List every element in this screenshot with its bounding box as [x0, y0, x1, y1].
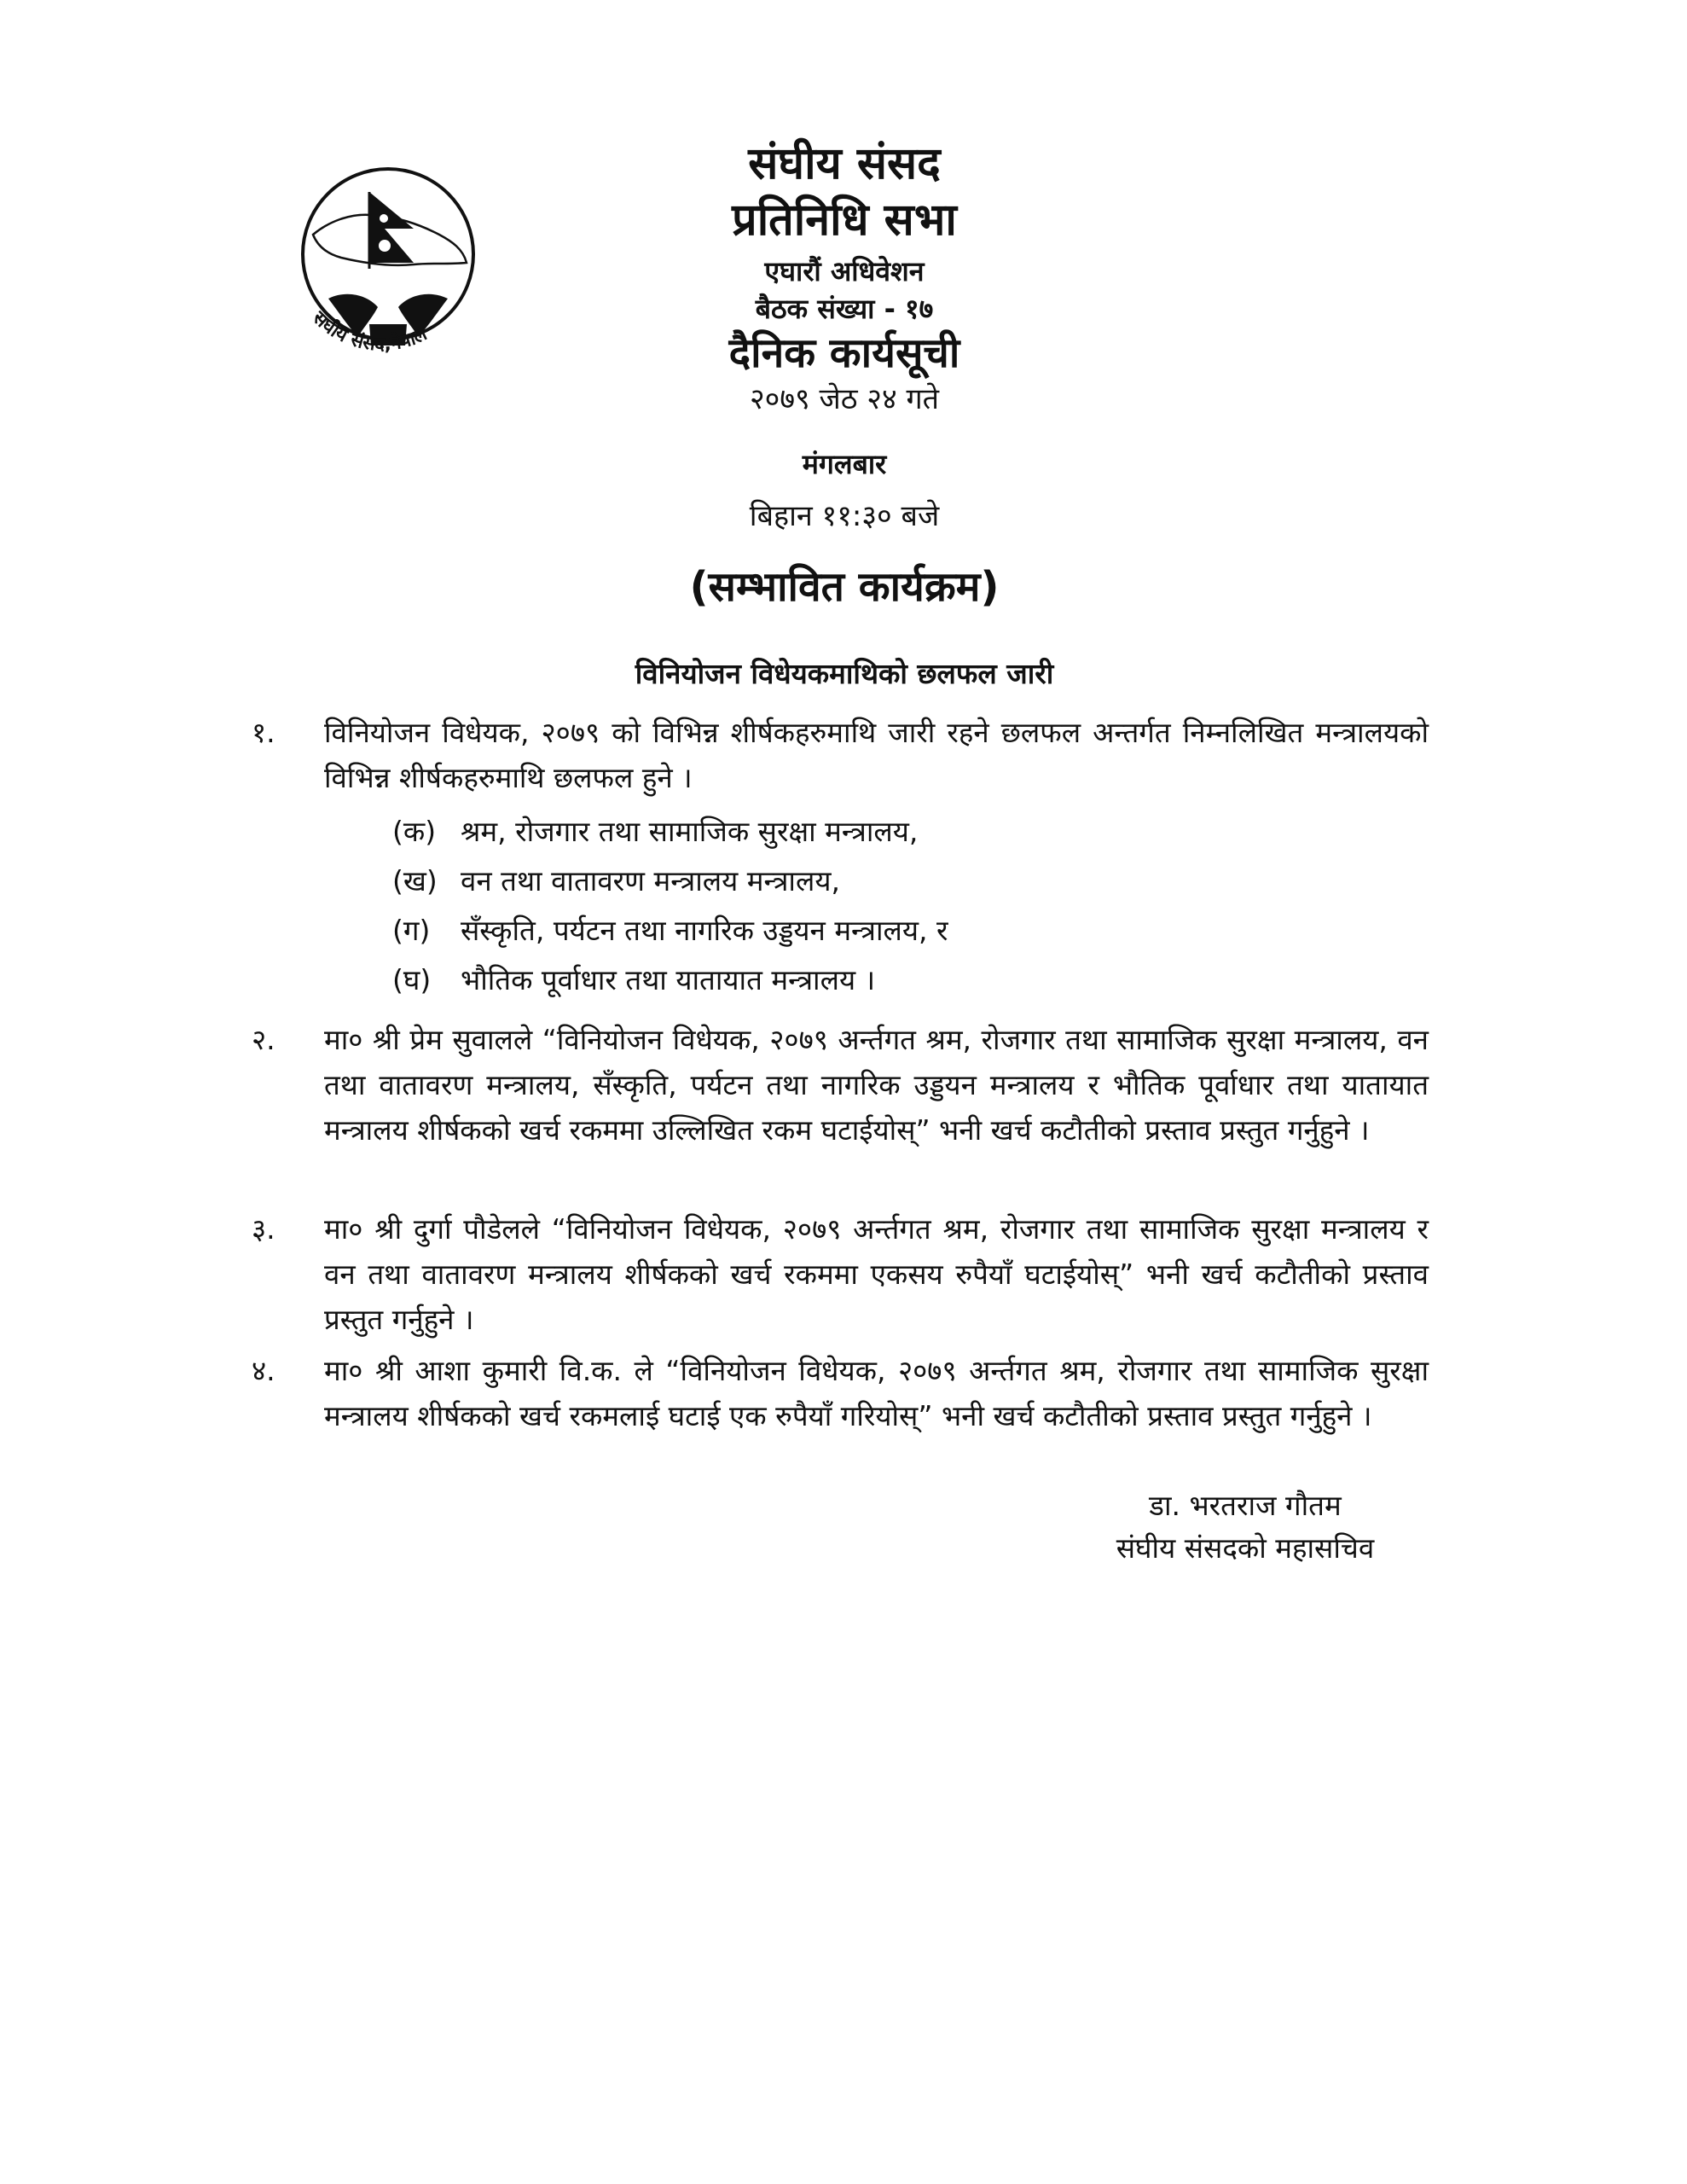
- item-text: विनियोजन विधेयक, २०७९ को विभिन्न शीर्षकहरुमाथि जारी रहने छलफल अन्तर्गत निम्नलिखित मन्त्रालयको विभिन्न शीर्षकहरुमाथि छलफल हुने ।: [324, 716, 1429, 794]
- item-number: ४.: [252, 1354, 275, 1387]
- item-text: मा० श्री आशा कुमारी वि.क. ले “विनियोजन विधेयक, २०७९ अर्न्तगत श्रम, रोजगार तथा सामाजिक सुरक्षा मन्त्रालय शीर्षकको खर्च रकमलाई घटाई एक रुपैयाँ गरियोस्” भनी खर्च कटौतीको प्रस्ताव प्रस्तुत गर्नुहुने ।: [324, 1354, 1429, 1432]
- sub-item: [392, 809, 1330, 854]
- sub-item: [392, 908, 1330, 953]
- sub-item-label: (ख): [392, 864, 438, 897]
- sub-item-label: (क): [392, 815, 437, 848]
- meeting-number: बैठक संख्या - १७: [755, 293, 934, 325]
- item-number: १.: [252, 716, 275, 749]
- item-text: मा० श्री प्रेम सुवालले “विनियोजन विधेयक, २०७९ अर्न्तगत श्रम, रोजगार तथा सामाजिक सुरक्षा मन्त्रालय, वन तथा वातावरण मन्त्रालय, सँस्कृति, पर्यटन तथा नागरिक उड्डयन मन्त्रालय र भौतिक पूर्वाधार तथा यातायात मन्त्रालय शीर्षकको खर्च रकममा उल्लिखित रकम घटाईयोस्” भनी खर्च कटौतीको प्रस्ताव प्रस्तुत गर्नुहुने ।: [324, 1023, 1429, 1147]
- meeting-time: बिहान ११:३० बजे: [749, 499, 940, 533]
- sub-item-text: श्रम, रोजगार तथा सामाजिक सुरक्षा मन्त्रालय,: [461, 815, 919, 848]
- sub-item: [392, 858, 1330, 903]
- sub-item: [392, 957, 1330, 1002]
- item-number: २.: [252, 1023, 275, 1056]
- section-heading: विनियोजन विधेयकमाथिको छलफल जारी: [635, 657, 1054, 690]
- sub-item-text: भौतिक पूर्वाधार तथा यातायात मन्त्रालय ।: [461, 963, 876, 996]
- signatory-title: संघीय संसदको महासचिव: [1116, 1531, 1375, 1565]
- program-title: (सम्भावित कार्यक्रम): [689, 563, 1000, 611]
- item-number: ३.: [252, 1212, 275, 1246]
- parliament-logo: [269, 154, 495, 380]
- meeting-date: २०७९ जेठ २४ गते: [749, 382, 939, 416]
- signature-block: [1023, 1484, 1467, 1570]
- signatory-name: डा. भरतराज गौतम: [1149, 1489, 1342, 1522]
- parliament-emblem-icon: [269, 154, 495, 380]
- sub-item-text: सँस्कृति, पर्यटन तथा नागरिक उड्डयन मन्त्रालय, र: [461, 914, 948, 947]
- item-text: मा० श्री दुर्गा पौडेलले “विनियोजन विधेयक, २०७९ अर्न्तगत श्रम, रोजगार तथा सामाजिक सुरक्षा मन्त्रालय र वन तथा वातावरण मन्त्रालय शीर्षकको खर्च रकममा एकसय रुपैयाँ घटाईयोस्” भनी खर्च कटौतीको प्रस्ताव प्रस्तुत गर्नुहुने ।: [324, 1212, 1429, 1336]
- sub-item-label: (घ): [392, 963, 432, 996]
- house-name: प्रतिनिधि सभा: [732, 195, 957, 246]
- agenda-title: दैनिक कार्यसूची: [728, 329, 960, 377]
- weekday: मंगलबार: [802, 448, 887, 480]
- sub-item-label: (ग): [392, 914, 431, 947]
- parliament-name: संघीय संसद: [748, 138, 941, 189]
- session-name: एघारौं अधिवेशन: [764, 255, 925, 288]
- logo-ring-text: संघीय संसद,नेपाल: [308, 307, 431, 356]
- sub-item-text: वन तथा वातावरण मन्त्रालय मन्त्रालय,: [461, 864, 840, 897]
